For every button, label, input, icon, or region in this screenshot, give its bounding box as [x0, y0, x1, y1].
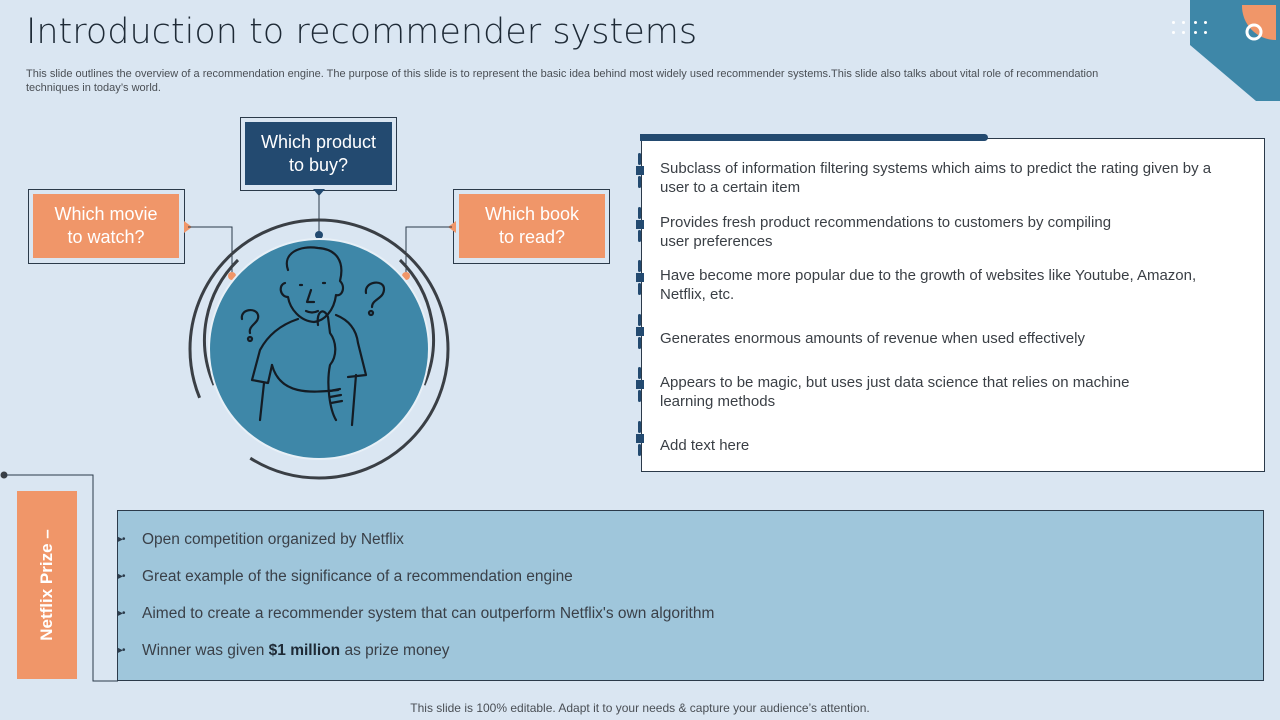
footer-note: This slide is 100% editable. Adapt it to your needs & capture your audience’s attention.: [410, 701, 870, 715]
prize-item: ▸• Aimed to create a recommender system that can outperform Netflix's own algorithm: [118, 605, 715, 622]
page-subtitle: This slide outlines the overview of a recommendation engine. The purpose of this slide is to represent the basic idea behind most widely used recommender systems.This slide also talks about vital role of recommendation techniques in today’s world.: [26, 68, 1099, 94]
page-title: Introduction to recommender systems: [26, 12, 698, 52]
netflix-prize-panel: [117, 510, 1264, 681]
question-book-line2: to read?: [498, 227, 566, 247]
question-book-line1: Which book: [484, 204, 580, 224]
arrow-bullet-icon: ▸•: [118, 645, 125, 656]
netflix-prize-label: Netflix Prize –: [17, 491, 77, 679]
card-accent-bar: [640, 134, 988, 141]
arrow-bullet-icon: ▸•: [118, 534, 125, 545]
question-movie-line1: Which movie: [54, 204, 158, 224]
feature-item: Have become more popular due to the growth of websites like Youtube, Amazon, Netflix, etc.: [660, 266, 1196, 304]
feature-item: Subclass of information filtering systems which aims to predict the rating given by a user to a certain item: [660, 159, 1211, 197]
prize-item: ▸• Open competition organized by Netflix: [118, 531, 404, 548]
arrow-bullet-icon: ▸•: [118, 608, 125, 619]
prize-item: ▸• Winner was given $1 million as prize money: [118, 642, 450, 659]
question-product-line2: to buy?: [288, 154, 349, 175]
question-box-book: [453, 189, 610, 264]
corner-decoration-icon: [1188, 0, 1280, 101]
feature-item: Appears to be magic, but uses just data science that relies on machine learning methods: [660, 373, 1129, 411]
thinking-person-illustration: [180, 215, 470, 490]
features-card: [641, 138, 1265, 472]
feature-item: Generates enormous amounts of revenue when used effectively: [660, 329, 1085, 348]
prize-item: ▸• Great example of the significance of a recommendation engine: [118, 568, 573, 585]
question-movie-line2: to watch?: [67, 227, 145, 247]
question-product-line1: Which product: [260, 131, 377, 152]
feature-item: Provides fresh product recommendations to customers by compiling user preferences: [660, 213, 1111, 251]
feature-item: Add text here: [660, 436, 749, 455]
arrow-bullet-icon: ▸•: [118, 571, 125, 582]
question-box-product: [240, 117, 397, 191]
question-box-movie: [28, 189, 185, 264]
